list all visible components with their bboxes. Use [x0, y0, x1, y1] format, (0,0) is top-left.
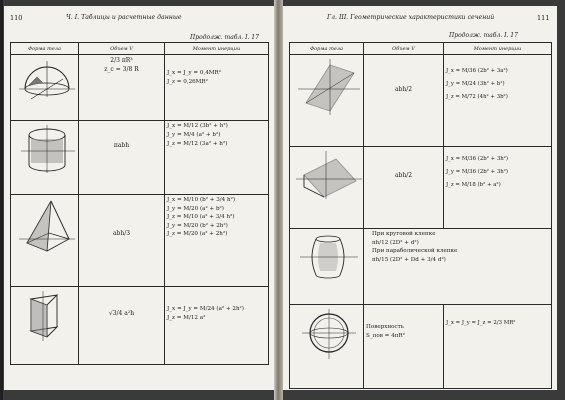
right-running-head: Гл. III. Геометрические характеристики сечений [327, 14, 495, 21]
table-header-row [290, 43, 552, 55]
moment-formula: J_z = M/18 (b² + a²) [446, 182, 501, 188]
table-row [290, 229, 552, 305]
volume-text: abh/3 [112, 230, 131, 237]
header-moment: Момент инерции [444, 43, 552, 55]
moment-formula: J_y = M/36 (2b² + 3h²) [446, 169, 509, 175]
moment-formula: J_x = M/36 (2b² + 3a²) [446, 68, 508, 74]
table-row [11, 287, 269, 365]
moment-formula: J_x = M/36 (2b² + 3h²) [446, 156, 509, 162]
header-moment: Момент инерции [165, 43, 269, 55]
right-page [283, 6, 557, 390]
left-running-head: Ч. I. Таблицы и расчетные данные [66, 14, 182, 21]
volume-text: πabh [113, 142, 130, 149]
header-volume: Объем V [79, 43, 165, 55]
table-row [290, 55, 552, 147]
volume-text: При параболической клепке [372, 248, 458, 254]
header-shape: Форма тела [290, 43, 364, 55]
table-header-row [11, 43, 269, 55]
moment-formula: J_z = M/20 (a² + 2h²) [167, 231, 228, 238]
left-page-number: 110 [10, 14, 23, 22]
table-row [11, 55, 269, 121]
header-volume: Объем V [364, 43, 444, 55]
moment-formula: J_x = M/10 (b² + 3/4 h²) [167, 197, 236, 203]
table-row [11, 195, 269, 287]
moment-formula: J_x = J_y = J_z = 2/3 MR² [446, 320, 516, 326]
volume-text: abh/2 [394, 86, 413, 93]
table-row [11, 121, 269, 195]
table-row [290, 305, 552, 389]
volume-text: πh/15 (2D² + Dd + 3/4 d²) [372, 256, 446, 263]
moment-formula: J_y = M/24 (3h² + b²) [446, 81, 505, 87]
moment-formula: J_z = M/10 (a² + 3/4 h²) [167, 214, 235, 221]
volume-text: z_c = 3/8 R [104, 66, 139, 73]
right-table [289, 42, 552, 389]
volume-text: S_пов = 4πR² [366, 332, 405, 339]
moment-formula: J_y = M/4 (a² + b²) [167, 132, 221, 139]
left-continued-label: Продолж. табл. I. 17 [190, 34, 259, 41]
volume-text: abh/2 [394, 172, 413, 179]
left-page [4, 6, 274, 390]
moment-formula: J_z = M/72 (4h² + 3b²) [446, 94, 508, 100]
moment-formula: J_y = M/20 (a² + b²) [167, 205, 224, 212]
scan-edge [0, 0, 3, 400]
volume-text: 2/3 πR³ [110, 57, 133, 64]
volume-text: πh/12 (2D² + d²) [372, 239, 419, 246]
book-gutter [274, 0, 283, 400]
moment-formula: J_x = M/12 (3b² + h²) [167, 123, 228, 129]
moment-formula: J_x = J_y = M/24 (a² + 2h²) [167, 306, 244, 312]
left-table [10, 42, 269, 365]
moment-formula: J_x = J_y = 0,4MR² [167, 70, 221, 76]
volume-text: Поверхность [366, 324, 404, 330]
moment-formula: J_z = M/12 (3a² + h²) [167, 141, 228, 148]
table-row [290, 147, 552, 229]
moment-formula: J_z = 0,26MR² [167, 79, 208, 86]
right-page-number: 111 [537, 14, 550, 22]
volume-text: √3/4 a²h [108, 310, 135, 317]
volume-text: При круговой клепке [372, 231, 436, 237]
moment-formula: J_y = M/20 (b² + 2h²) [167, 222, 228, 229]
moment-formula: J_z = M/12 a² [167, 315, 206, 322]
right-continued-label: Продолж. табл. I. 17 [449, 32, 518, 39]
header-shape: Форма тела [11, 43, 79, 55]
